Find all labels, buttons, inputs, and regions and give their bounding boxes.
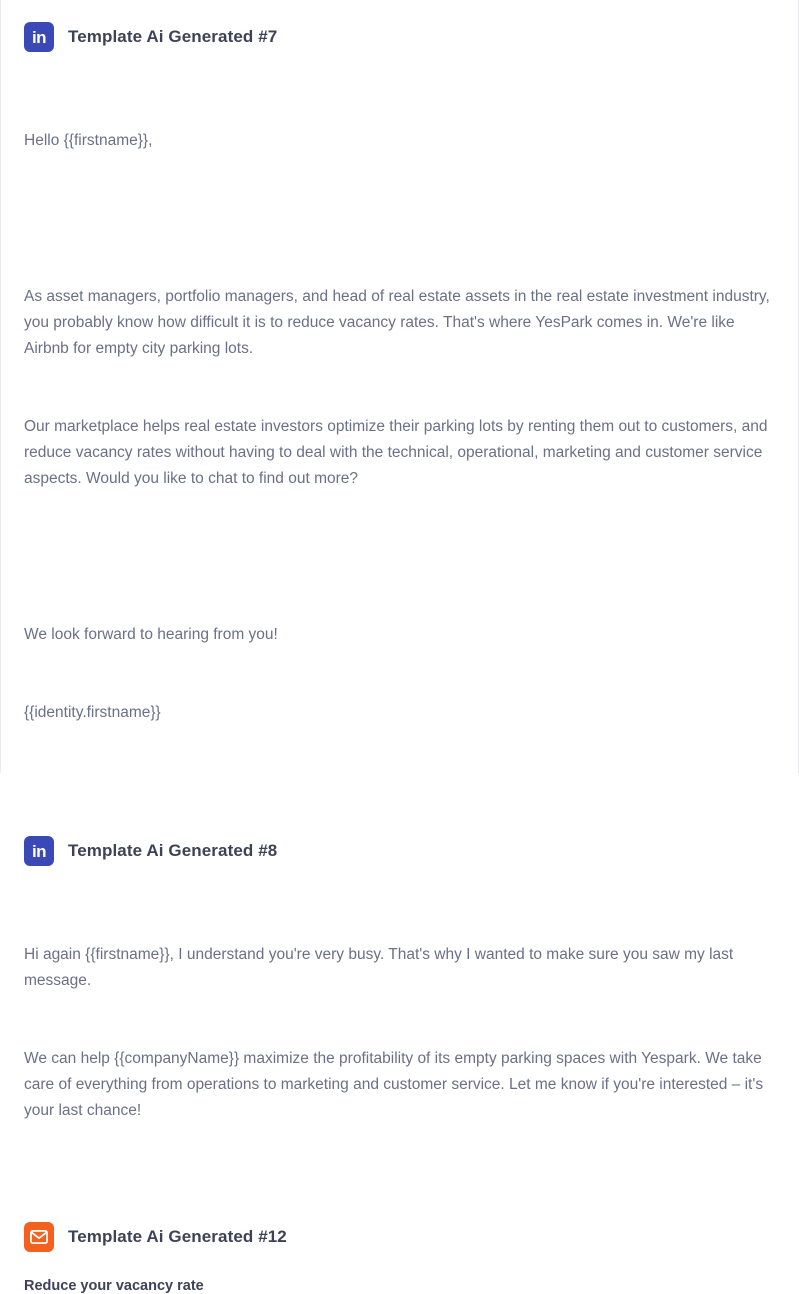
- template-title: Template Ai Generated #12: [68, 1227, 287, 1246]
- template-header: [24, 22, 775, 52]
- template-body: [24, 76, 775, 778]
- block-spacer: [24, 778, 775, 836]
- template-title: Template Ai Generated #7: [68, 27, 278, 46]
- body-paragraph: Hi again {{firstname}}, I understand you're very busy. That's why I wanted to make sure you saw my last message.: [24, 946, 738, 989]
- template-title: Template Ai Generated #8: [68, 841, 278, 860]
- body-paragraph: We look forward to hearing from you!: [24, 626, 278, 643]
- linkedin-icon: [24, 22, 54, 52]
- email-icon: [24, 1222, 54, 1252]
- linkedin-icon: [24, 836, 54, 866]
- template-block-8: [24, 836, 775, 1176]
- body-paragraph: Our marketplace helps real estate investors optimize their parking lots by renting them out to customers, and reduce vacancy rates without having to deal with the technical, operational, marketing and customer service aspects. Would you like to chat to find out more?: [24, 418, 772, 487]
- template-block-7: [24, 22, 775, 778]
- email-subject: Reduce your vacancy rate: [24, 1278, 204, 1294]
- body-paragraph: As asset managers, portfolio managers, and head of real estate assets in the real estate investment industry, you probably know how difficult it is to reduce vacancy rates. That's where YesPark comes in. We're like Airbnb for empty city parking lots.: [24, 288, 775, 357]
- body-blank-line: [24, 206, 775, 232]
- body-signature: {{identity.firstname}}: [24, 704, 161, 721]
- template-body: [24, 890, 775, 1176]
- template-header: [24, 836, 775, 866]
- template-header: [24, 1222, 775, 1252]
- panel-left-divider: [0, 0, 1, 773]
- body-blank-line: [24, 544, 775, 570]
- linkedin-icon-glyph: in: [31, 27, 47, 47]
- body-paragraph: Hello {{firstname}},: [24, 132, 153, 149]
- block-spacer: [24, 1176, 775, 1222]
- template-block-12: [24, 1222, 775, 1294]
- body-paragraph: We can help {{companyName}} maximize the profitability of its empty parking spaces with Yespark. We take care of everything from operations to marketing and customer service. Let me know if you're interested – it's your last chance!: [24, 1050, 768, 1119]
- linkedin-icon-glyph: in: [31, 841, 47, 861]
